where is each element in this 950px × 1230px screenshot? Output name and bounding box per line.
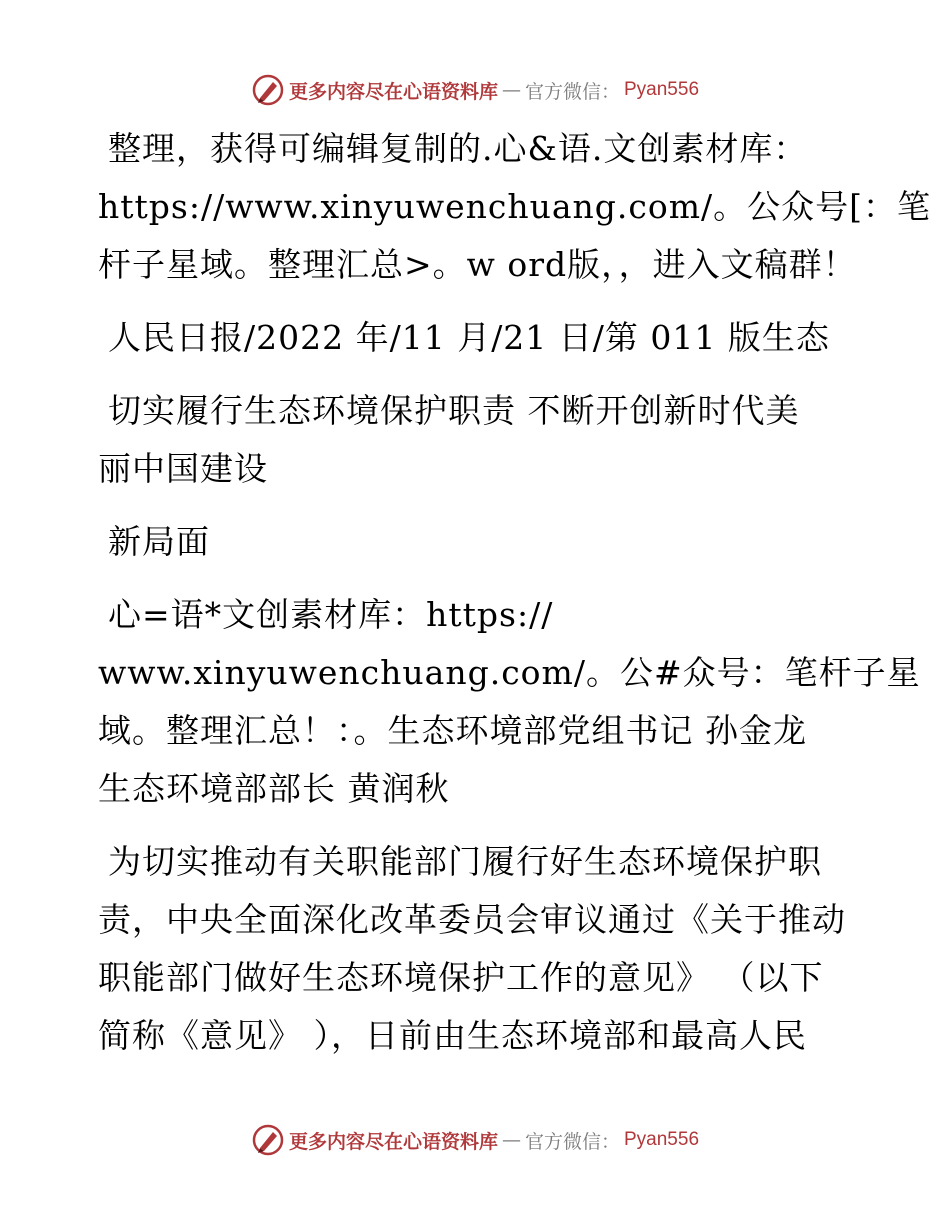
paragraph-authors (98, 586, 921, 818)
paragraph-source (98, 309, 858, 367)
text-line: 为切实推动有关职能部门履行好生态环境保护职 (108, 842, 822, 881)
text-line: 域。整理汇总！：。生态环境部党组书记 孙金龙 (98, 711, 807, 750)
text-line: 切实履行生态环境保护职责 不断开创新时代美 (108, 391, 800, 430)
text-line: 责，中央全面深化改革委员会审议通过《关于推动 (98, 900, 846, 939)
header-banner-wechat-label: 官方微信： (524, 80, 620, 103)
footer-banner-content (251, 1123, 699, 1157)
text-line: 心=语*文创素材库：https:// (108, 595, 554, 634)
text-line: 新局面 (108, 522, 210, 561)
header-banner-text: 更多内容尽在心语资料库 (288, 80, 498, 103)
paragraph-title-continued (98, 513, 858, 571)
header-banner-dash: — (501, 79, 521, 101)
footer-banner-wechat-id: Pyan556 (624, 1129, 700, 1150)
header-banner-content (251, 73, 699, 107)
paragraph-title (98, 382, 858, 498)
footer-banner-wechat-label: 官方微信： (524, 1130, 620, 1153)
header-banner (0, 70, 950, 110)
paragraph-body (98, 833, 858, 1065)
text-line: 丽中国建设 (98, 449, 268, 488)
document-body (98, 120, 932, 1065)
text-line: www.xinyuwenchuang.com/。公#众号：笔杆子星 (98, 653, 921, 692)
text-line: 职能部门做好生态环境保护工作的意见》 （以下 (98, 958, 824, 997)
text-line: 整理，获得可编辑复制的.心&语.文创素材库： (108, 129, 808, 168)
footer-banner-text: 更多内容尽在心语资料库 (288, 1130, 498, 1153)
footer-banner-dash: — (501, 1129, 521, 1151)
text-line: 人民日报/2022 年/11 月/21 日/第 011 版生态 (108, 318, 830, 357)
pen-logo-icon (251, 73, 285, 107)
pen-logo-icon (251, 1123, 285, 1157)
paragraph-intro (98, 120, 932, 294)
footer-banner (0, 1120, 950, 1160)
text-line: https://www.xinyuwenchuang.com/。公众号[：笔 (98, 187, 932, 226)
header-banner-wechat-id: Pyan556 (624, 79, 700, 100)
text-line: 简称《意见》 ），日前由生态环境部和最高人民 (98, 1016, 807, 1055)
text-line: 杆子星域。整理汇总>。w ord版，，进入文稿群！ (98, 245, 857, 284)
text-line: 生态环境部部长 黄润秋 (98, 769, 450, 808)
